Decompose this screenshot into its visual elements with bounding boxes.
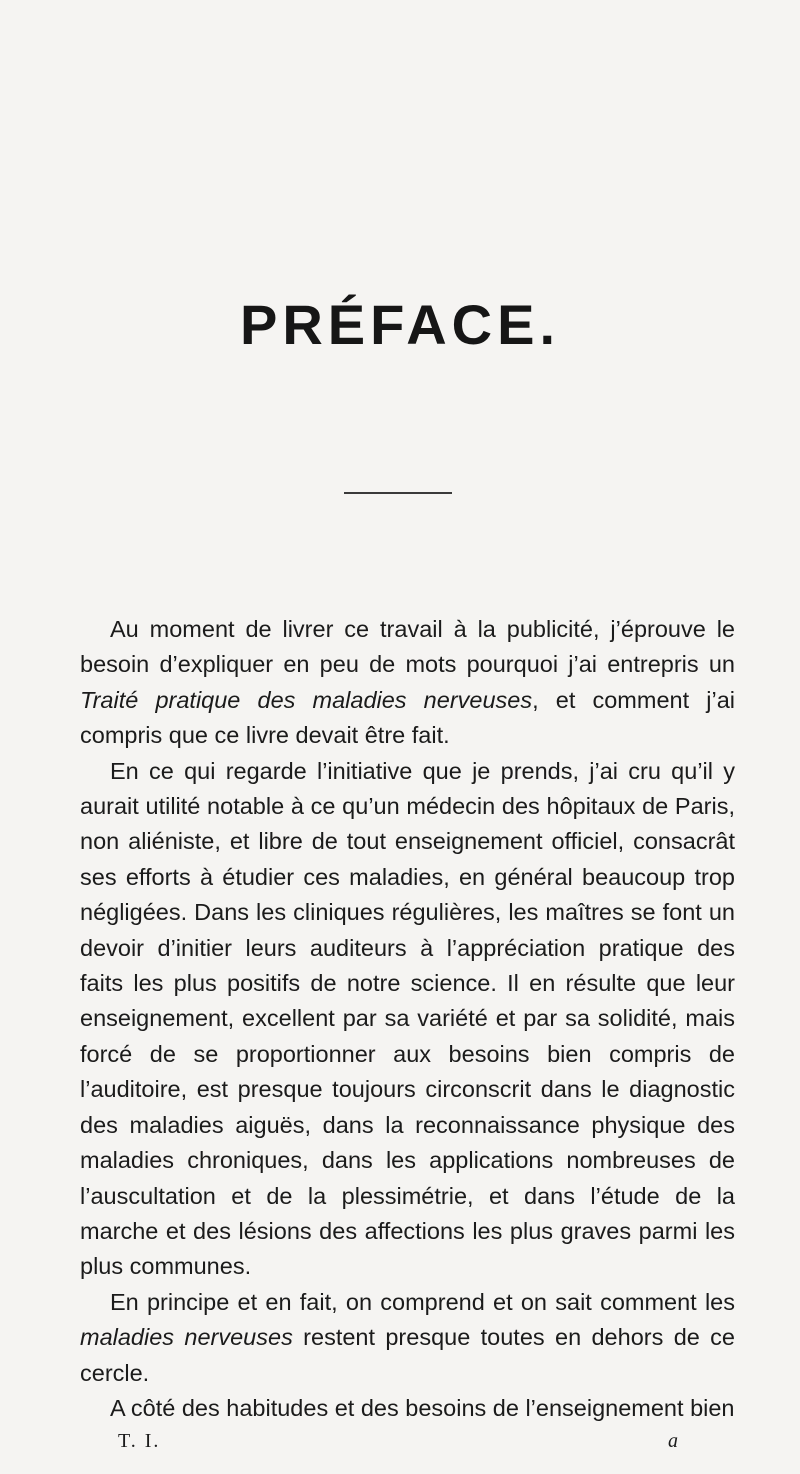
paragraph-text: A côté des habitudes et des besoins de l’enseignement bien [110, 1394, 735, 1421]
paragraph-text: restent presque toutes en dehors de ce cercle. [80, 1324, 735, 1386]
paragraph-4 [80, 1391, 735, 1426]
emphasis-italic: maladies nerveuses [80, 1324, 293, 1351]
signature-mark: a [668, 1430, 678, 1452]
page-title: PRÉFACE. [239, 293, 561, 356]
paragraph-1 [80, 612, 735, 754]
preface-body [80, 612, 735, 1426]
paragraph-text: Au moment de livrer ce travail à la publicité, j’éprouve le besoin d’expliquer en peu de mots pourquoi j’ai entrepris un [80, 616, 735, 678]
paragraph-text: , et comment j’ai compris que ce livre devait être fait. [80, 686, 735, 749]
volume-label: T. I. [118, 1430, 161, 1452]
paragraph-3 [80, 1285, 735, 1391]
paragraph-text: En principe et en fait, on comprend et on sait comment les [110, 1288, 735, 1315]
paragraph-text: En ce qui regarde l’initiative que je prends, j’ai cru qu’il y aurait utilité notable à ce qu’un médecin des hôpitaux de Paris, non aliéniste, et libre de tout enseignement officiel, consacrât ses efforts à étudier ces maladies, en général beaucoup trop négligées. Dans les cliniques régulières, les maîtres se font un devoir d’initier leurs auditeurs à l’appréciation pratique des faits les plus positifs de notre science. Il en résulte que leur enseignement, excellent par sa variété et par sa solidité, mais forcé de se proportionner aux besoins bien compris de l’auditoire, est presque toujours circonscrit dans le diagnostic des maladies aiguës, dans la reconnaissance physique des maladies chroniques, dans les applications nombreuses de l’auscultation et de la plessimétrie, et dans l’étude de la marche et des lésions des affections les plus graves parmi les plus communes. [80, 757, 735, 1280]
title-rule-divider [344, 492, 452, 494]
book-title-italic: Traité pratique des maladies nerveuses [80, 686, 533, 713]
paragraph-2 [80, 754, 735, 1285]
